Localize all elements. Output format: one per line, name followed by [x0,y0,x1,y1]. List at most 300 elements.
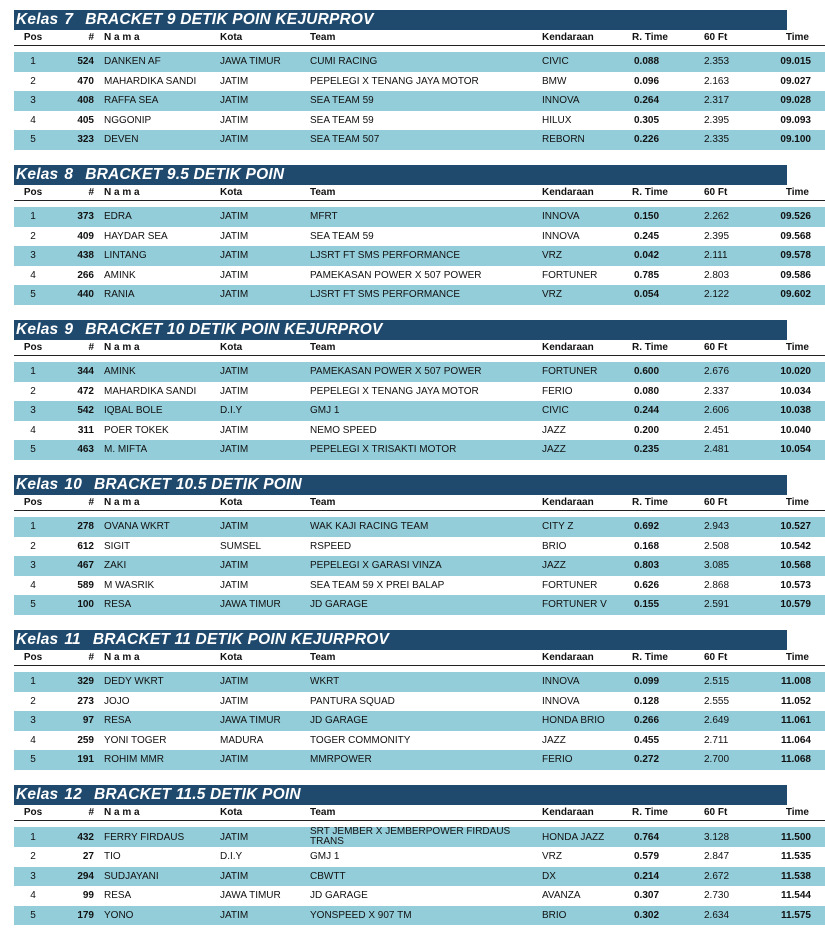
cell-number: 405 [77,114,94,126]
cell-kendaraan: HILUX [542,114,572,126]
cell-number: 438 [52,246,100,266]
col-header-kota: Kota [220,30,310,46]
class-title-bar [14,10,787,30]
cell-kendaraan: JAZZ [542,440,626,460]
table-row [14,111,825,131]
cell-pos: 2 [30,75,36,87]
cell-team: SEA TEAM 507 [310,130,542,150]
cell-rtime: 0.764 [626,827,694,847]
cell-kendaraan: JAZZ [542,556,626,576]
cell-team: SEA TEAM 59 [310,91,542,111]
col-header-time: Time [757,805,825,821]
cell-pos: 5 [14,440,52,460]
cell-team: PEPELEGI X TENANG JAYA MOTOR [310,385,479,397]
results-table [14,185,825,305]
cell-time: 10.020 [757,362,825,382]
cell-number: 463 [52,440,100,460]
cell-number: 440 [52,285,100,305]
cell-rtime: 0.307 [634,890,660,902]
cell-60ft: 2.122 [694,285,757,305]
cell-kota: JATIM [220,440,310,460]
cell-60ft: 2.262 [694,207,757,227]
col-header-number: # [52,495,100,511]
cell-number: 273 [77,695,94,707]
table-row [14,847,825,867]
cell-time: 09.028 [757,91,825,111]
table-row [14,382,825,402]
col-header-kota: Kota [220,805,310,821]
col-header-pos: Pos [14,340,52,356]
cell-60ft: 2.591 [694,595,757,615]
col-header-kendaraan: Kendaraan [542,805,626,821]
table-row [14,421,825,441]
cell-pos: 3 [14,91,52,111]
table-row [14,246,825,266]
col-header-name: N a m a [100,495,220,511]
cell-number: 97 [52,711,100,731]
cell-number: 323 [52,130,100,150]
table-row [14,207,825,227]
cell-kota: JATIM [220,906,310,926]
cell-60ft: 2.676 [694,362,757,382]
col-header-pos: Pos [14,185,52,201]
cell-time: 10.573 [780,579,811,591]
cell-pos: 4 [30,579,36,591]
cell-rtime: 0.626 [634,579,660,591]
cell-team: CUMI RACING [310,52,542,72]
col-header-time: Time [757,495,825,511]
cell-team: NEMO SPEED [310,424,377,436]
cell-kota: JATIM [220,672,310,692]
col-header-rtime: R. Time [626,495,694,511]
cell-kendaraan: AVANZA [542,890,581,902]
table-row [14,285,825,305]
cell-name: RAFFA SEA [100,91,220,111]
cell-kota: JATIM [220,695,249,707]
table-row [14,362,825,382]
col-header-name: N a m a [100,805,220,821]
cell-team: CBWTT [310,867,542,887]
cell-60ft: 2.508 [704,540,730,552]
class-label: Kelas [16,11,59,28]
cell-kota: JATIM [220,114,249,126]
cell-pos: 3 [14,867,52,887]
cell-rtime: 0.042 [626,246,694,266]
cell-rtime: 0.226 [626,130,694,150]
cell-pos: 3 [14,556,52,576]
class-number: 8 [64,166,74,183]
cell-kendaraan: DX [542,867,626,887]
col-header-team: Team [310,805,542,821]
table-row [14,72,825,92]
table-header-row [14,805,825,821]
cell-team: SEA TEAM 59 [310,114,374,126]
cell-kota: JATIM [220,269,249,281]
cell-pos: 5 [14,285,52,305]
table-row [14,537,825,557]
cell-pos: 2 [30,230,36,242]
cell-number: 266 [77,269,94,281]
cell-name: POER TOKEK [104,424,169,436]
cell-60ft: 2.515 [694,672,757,692]
cell-name: RESA [104,890,132,902]
cell-kota: D.I.Y [220,401,310,421]
col-header-rtime: R. Time [626,340,694,356]
cell-name: DANKEN AF [100,52,220,72]
cell-team: MFRT [310,207,542,227]
class-description: BRACKET 11 DETIK POIN KEJURPROV [92,631,390,648]
table-row [14,906,825,926]
cell-pos: 5 [14,906,52,926]
col-header-number: # [52,185,100,201]
col-header-name: N a m a [100,650,220,666]
col-header-kota: Kota [220,185,310,201]
cell-name: EDRA [100,207,220,227]
col-header-pos: Pos [14,495,52,511]
class-title-bar [14,165,787,185]
cell-number: 311 [77,424,94,436]
cell-kendaraan: CITY Z [542,517,626,537]
cell-number: 470 [77,75,94,87]
cell-time: 11.500 [757,827,825,847]
cell-60ft: 2.481 [694,440,757,460]
cell-rtime: 0.200 [634,424,660,436]
col-header-60ft: 60 Ft [694,495,757,511]
table-header-row [14,495,825,511]
col-header-kota: Kota [220,495,310,511]
class-title-bar [14,630,787,650]
table-row [14,440,825,460]
cell-kendaraan: INNOVA [542,672,626,692]
cell-name: NGGONIP [104,114,152,126]
cell-pos: 1 [14,517,52,537]
cell-60ft: 2.943 [694,517,757,537]
cell-number: 467 [52,556,100,576]
col-header-team: Team [310,650,542,666]
col-header-rtime: R. Time [626,30,694,46]
cell-rtime: 0.214 [626,867,694,887]
cell-number: 524 [52,52,100,72]
cell-time: 09.015 [757,52,825,72]
class-number: 10 [64,476,83,493]
cell-number: 432 [52,827,100,847]
cell-number: 100 [52,595,100,615]
cell-number: 472 [77,385,94,397]
cell-time: 09.027 [780,75,811,87]
cell-pos: 2 [30,851,36,863]
cell-team: LJSRT FT SMS PERFORMANCE [310,285,542,305]
cell-kendaraan: JAZZ [542,734,566,746]
cell-kendaraan: BMW [542,75,567,87]
cell-kendaraan: FERIO [542,750,626,770]
cell-rtime: 0.302 [626,906,694,926]
cell-kendaraan: FERIO [542,385,573,397]
cell-kota: JAWA TIMUR [220,711,310,731]
cell-team: WAK KAJI RACING TEAM [310,517,542,537]
cell-kota: JATIM [220,867,310,887]
cell-time: 09.602 [757,285,825,305]
cell-kendaraan: VRZ [542,246,626,266]
cell-name: SUDJAYANI [100,867,220,887]
cell-team: GMJ 1 [310,851,340,863]
cell-name: YONO [100,906,220,926]
cell-kendaraan: HONDA JAZZ [542,827,626,847]
cell-pos: 2 [30,385,36,397]
cell-rtime: 0.054 [626,285,694,305]
cell-name: M. MIFTA [100,440,220,460]
class-section [14,785,811,940]
cell-60ft: 2.700 [694,750,757,770]
cell-kendaraan: FORTUNER [542,362,626,382]
class-description: BRACKET 9 DETIK POIN KEJURPROV [85,11,374,28]
cell-kota: JAWA TIMUR [220,595,310,615]
cell-kota: SUMSEL [220,540,262,552]
cell-kendaraan: REBORN [542,130,626,150]
cell-time: 10.038 [757,401,825,421]
cell-time: 10.040 [780,424,811,436]
cell-pos: 3 [14,246,52,266]
table-row [14,886,825,906]
cell-rtime: 0.455 [634,734,660,746]
table-row [14,827,825,847]
col-header-number: # [52,30,100,46]
cell-time: 11.544 [780,890,811,902]
col-header-number: # [52,340,100,356]
cell-rtime: 0.272 [626,750,694,770]
table-row [14,731,825,751]
cell-team: PAMEKASAN POWER X 507 POWER [310,362,542,382]
cell-rtime: 0.096 [634,75,660,87]
cell-name: M WASRIK [104,579,155,591]
cell-team: PEPELEGI X TRISAKTI MOTOR [310,440,542,460]
cell-pos: 4 [30,114,36,126]
cell-pos: 4 [30,269,36,281]
cell-60ft: 2.337 [704,385,730,397]
cell-kota: JATIM [220,750,310,770]
cell-pos: 1 [14,52,52,72]
cell-pos: 1 [14,362,52,382]
cell-kota: MADURA [220,734,264,746]
cell-team: JD GARAGE [310,711,542,731]
cell-name: ROHIM MMR [100,750,220,770]
results-table [14,340,825,460]
cell-time: 09.093 [780,114,811,126]
cell-pos: 4 [30,734,36,746]
cell-60ft: 2.317 [694,91,757,111]
cell-pos: 1 [14,827,52,847]
cell-kendaraan: INNOVA [542,207,626,227]
cell-name: TIO [104,851,121,863]
cell-time: 10.054 [757,440,825,460]
col-header-team: Team [310,185,542,201]
cell-kendaraan: CIVIC [542,52,626,72]
table-row [14,91,825,111]
cell-time: 10.568 [757,556,825,576]
cell-kota: JAWA TIMUR [220,52,310,72]
cell-rtime: 0.803 [626,556,694,576]
table-row [14,556,825,576]
col-header-60ft: 60 Ft [694,805,757,821]
col-header-name: N a m a [100,30,220,46]
cell-60ft: 2.649 [694,711,757,731]
cell-rtime: 0.579 [634,851,660,863]
cell-pos: 4 [30,424,36,436]
cell-60ft: 2.395 [704,114,730,126]
cell-name: DEDY WKRT [100,672,220,692]
class-label: Kelas [16,321,59,338]
class-label: Kelas [16,476,59,493]
col-header-number: # [52,650,100,666]
cell-60ft: 2.353 [694,52,757,72]
results-table [14,30,825,150]
cell-kendaraan: HONDA BRIO [542,711,626,731]
cell-name: AMINK [104,269,136,281]
col-header-rtime: R. Time [626,185,694,201]
cell-kendaraan: VRZ [542,851,562,863]
col-header-pos: Pos [14,805,52,821]
cell-60ft: 2.451 [704,424,730,436]
cell-team: JD GARAGE [310,890,368,902]
cell-kota: JATIM [220,362,310,382]
cell-name: RESA [100,711,220,731]
cell-name: MAHARDIKA SANDI [104,385,197,397]
cell-team: PEPELEGI X TENANG JAYA MOTOR [310,75,479,87]
col-header-kendaraan: Kendaraan [542,30,626,46]
table-row [14,692,825,712]
cell-kota: JATIM [220,827,310,847]
class-label: Kelas [16,631,59,648]
cell-number: 373 [52,207,100,227]
cell-rtime: 0.245 [634,230,660,242]
cell-60ft: 2.163 [704,75,730,87]
class-section [14,10,811,165]
cell-team: YONSPEED X 907 TM [310,906,542,926]
cell-name: FERRY FIRDAUS [100,827,220,847]
col-header-60ft: 60 Ft [694,185,757,201]
cell-team: TOGER COMMONITY [310,734,411,746]
cell-rtime: 0.150 [626,207,694,227]
class-description: BRACKET 9.5 DETIK POIN [85,166,285,183]
class-number: 7 [64,11,74,28]
cell-time: 10.579 [757,595,825,615]
cell-60ft: 2.111 [694,246,757,266]
col-header-kendaraan: Kendaraan [542,340,626,356]
cell-team: SEA TEAM 59 X PREI BALAP [310,579,445,591]
cell-kota: JATIM [220,385,249,397]
cell-team: MMRPOWER [310,750,542,770]
cell-60ft: 3.085 [694,556,757,576]
cell-pos: 1 [14,672,52,692]
cell-team: RSPEED [310,540,352,552]
class-description: BRACKET 10 DETIK POIN KEJURPROV [85,321,383,338]
class-title-bar [14,320,787,340]
cell-time: 10.527 [757,517,825,537]
col-header-pos: Pos [14,650,52,666]
cell-rtime: 0.305 [634,114,660,126]
table-row [14,711,825,731]
cell-kota: JATIM [220,517,310,537]
cell-kendaraan: FORTUNER V [542,595,626,615]
cell-name: DEVEN [100,130,220,150]
cell-60ft: 2.395 [704,230,730,242]
cell-kota: JATIM [220,556,310,576]
cell-60ft: 2.672 [694,867,757,887]
cell-name: ZAKI [100,556,220,576]
cell-pos: 5 [14,595,52,615]
cell-60ft: 2.606 [694,401,757,421]
class-title-bar [14,785,787,805]
table-header-row [14,185,825,201]
cell-60ft: 2.555 [704,695,730,707]
cell-rtime: 0.235 [626,440,694,460]
table-row [14,672,825,692]
cell-rtime: 0.168 [634,540,660,552]
cell-rtime: 0.088 [626,52,694,72]
class-section [14,475,811,630]
col-header-kota: Kota [220,650,310,666]
cell-number: 329 [52,672,100,692]
class-section [14,165,811,320]
cell-name: RANIA [100,285,220,305]
table-row [14,517,825,537]
cell-time: 11.535 [780,851,811,863]
cell-name: IQBAL BOLE [100,401,220,421]
cell-kendaraan: INNOVA [542,230,580,242]
cell-name: MAHARDIKA SANDI [104,75,197,87]
col-header-team: Team [310,340,542,356]
cell-name: JOJO [104,695,130,707]
cell-number: 542 [52,401,100,421]
cell-kota: JATIM [220,230,249,242]
cell-team: SEA TEAM 59 [310,230,374,242]
cell-rtime: 0.264 [626,91,694,111]
cell-kota: JATIM [220,424,249,436]
cell-60ft: 3.128 [694,827,757,847]
cell-number: 612 [77,540,94,552]
table-header-row [14,340,825,356]
col-header-pos: Pos [14,30,52,46]
table-header-row [14,650,825,666]
col-header-name: N a m a [100,185,220,201]
col-header-kota: Kota [220,340,310,356]
cell-pos: 3 [14,401,52,421]
table-row [14,266,825,286]
cell-number: 179 [52,906,100,926]
cell-time: 11.061 [757,711,825,731]
table-row [14,576,825,596]
cell-kota: JAWA TIMUR [220,890,281,902]
cell-kendaraan: INNOVA [542,695,580,707]
cell-time: 11.008 [757,672,825,692]
cell-kendaraan: JAZZ [542,424,566,436]
cell-team: WKRT [310,672,542,692]
cell-kendaraan: CIVIC [542,401,626,421]
cell-60ft: 2.335 [694,130,757,150]
cell-name: YONI TOGER [104,734,167,746]
cell-kota: JATIM [220,75,249,87]
results-table [14,650,825,770]
cell-kendaraan: FORTUNER [542,579,598,591]
results-table [14,495,825,615]
col-header-name: N a m a [100,340,220,356]
cell-number: 191 [52,750,100,770]
col-header-kendaraan: Kendaraan [542,650,626,666]
class-number: 12 [64,786,83,803]
cell-name: OVANA WKRT [100,517,220,537]
cell-60ft: 2.730 [704,890,730,902]
col-header-team: Team [310,495,542,511]
cell-time: 10.034 [780,385,811,397]
